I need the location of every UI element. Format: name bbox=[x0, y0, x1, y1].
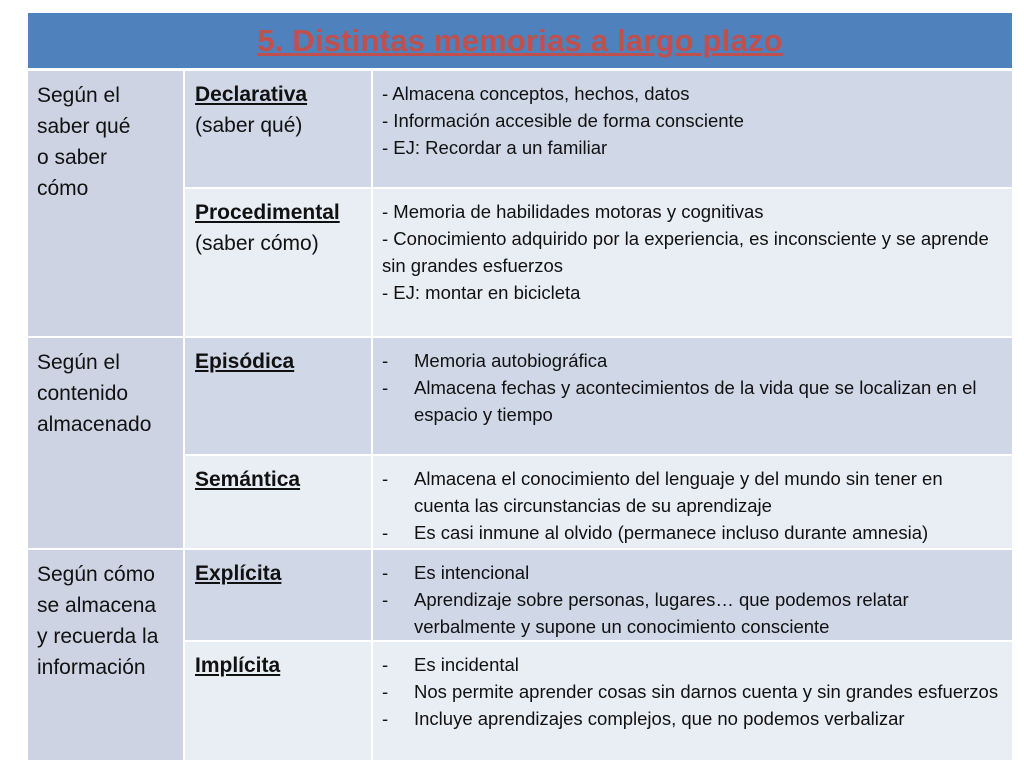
bullet-text: Es casi inmune al olvido (permanece incluso durante amnesia) bbox=[414, 522, 929, 543]
slide-title: 5. Distintas memorias a largo plazo bbox=[257, 22, 783, 58]
description-cell bbox=[373, 189, 1012, 338]
bullet-text: Es incidental bbox=[414, 654, 519, 675]
bullet-item bbox=[382, 678, 1002, 705]
memory-type-subtitle: (saber cómo) bbox=[195, 232, 319, 255]
description-line: - EJ: montar en bicicleta bbox=[382, 282, 581, 303]
bullet-item bbox=[382, 705, 1002, 732]
group-label-cell bbox=[28, 71, 185, 338]
group-label-line: saber qué bbox=[37, 115, 131, 138]
bullet-text: Nos permite aprender cosas sin darnos cuenta y sin grandes esfuerzos bbox=[414, 681, 999, 702]
description-line: - Memoria de habilidades motoras y cognitivas bbox=[382, 201, 764, 222]
bullet-dash: - bbox=[382, 377, 389, 398]
bullet-item bbox=[382, 651, 1002, 678]
bullet-item bbox=[382, 586, 1002, 640]
memory-type-term: Declarativa bbox=[195, 83, 308, 106]
group-label-line: Según cómo bbox=[37, 563, 155, 586]
description-cell bbox=[373, 642, 1012, 762]
bullet-item bbox=[382, 347, 1002, 374]
bullet-item bbox=[382, 465, 1002, 519]
bullet-text: Aprendizaje sobre personas, lugares… que podemos relatar verbalmente y supone un conocimiento consciente bbox=[414, 589, 909, 637]
bullet-item bbox=[382, 519, 1002, 546]
description-cell bbox=[373, 71, 1012, 189]
memory-type-cell bbox=[185, 338, 373, 456]
title-bar bbox=[28, 13, 1012, 71]
bullet-text: Es intencional bbox=[414, 562, 530, 583]
bullet-dash: - bbox=[382, 562, 389, 583]
memory-type-term: Implícita bbox=[195, 654, 281, 677]
memory-type-subtitle: (saber qué) bbox=[195, 114, 303, 137]
group-label-line: almacenado bbox=[37, 413, 152, 436]
bullet-dash: - bbox=[382, 468, 389, 489]
bullet-text: Almacena fechas y acontecimientos de la vida que se localizan en el espacio y tiempo bbox=[414, 377, 977, 425]
group-label-line: se almacena bbox=[37, 594, 157, 617]
table-row bbox=[28, 71, 1012, 189]
group-label-cell bbox=[28, 550, 185, 762]
bullet-text: Memoria autobiográfica bbox=[414, 350, 608, 371]
memory-type-cell bbox=[185, 550, 373, 642]
memory-type-term: Explícita bbox=[195, 562, 282, 585]
group-label-line: información bbox=[37, 656, 146, 679]
group-label-line: cómo bbox=[37, 177, 89, 200]
table-row bbox=[28, 550, 1012, 642]
bullet-text: Almacena el conocimiento del lenguaje y del mundo sin tener en cuenta las circunstancias de su aprendizaje bbox=[414, 468, 943, 516]
description-cell bbox=[373, 550, 1012, 642]
group-label-cell bbox=[28, 338, 185, 550]
description-line: - Almacena conceptos, hechos, datos bbox=[382, 83, 690, 104]
group-label-line: contenido bbox=[37, 382, 129, 405]
group-label-line: Según el bbox=[37, 351, 120, 374]
memory-type-cell bbox=[185, 189, 373, 338]
group-label-line: Según el bbox=[37, 84, 120, 107]
slide bbox=[28, 13, 1012, 761]
bullet-dash: - bbox=[382, 350, 389, 371]
memory-type-cell bbox=[185, 642, 373, 762]
bullet-dash: - bbox=[382, 708, 389, 729]
bullet-item bbox=[382, 374, 1002, 428]
memory-type-term: Procedimental bbox=[195, 201, 340, 224]
memory-type-cell bbox=[185, 456, 373, 550]
bullet-item bbox=[382, 559, 1002, 586]
bullet-dash: - bbox=[382, 681, 389, 702]
bullet-text: Incluye aprendizajes complejos, que no podemos verbalizar bbox=[414, 708, 905, 729]
memory-table bbox=[28, 13, 1012, 762]
group-label-line: o saber bbox=[37, 146, 108, 169]
description-line: - Conocimiento adquirido por la experiencia, es inconsciente y se aprende sin grandes esfuerzos bbox=[382, 228, 989, 276]
description-cell bbox=[373, 338, 1012, 456]
memory-type-term: Episódica bbox=[195, 350, 295, 373]
bullet-dash: - bbox=[382, 654, 389, 675]
memory-type-cell bbox=[185, 71, 373, 189]
description-cell bbox=[373, 456, 1012, 550]
table-row bbox=[28, 338, 1012, 456]
description-line: - EJ: Recordar a un familiar bbox=[382, 137, 608, 158]
bullet-dash: - bbox=[382, 522, 389, 543]
bullet-dash: - bbox=[382, 589, 389, 610]
group-label-line: y recuerda la bbox=[37, 625, 159, 648]
memory-type-term: Semántica bbox=[195, 468, 301, 491]
description-line: - Información accesible de forma consciente bbox=[382, 110, 744, 131]
